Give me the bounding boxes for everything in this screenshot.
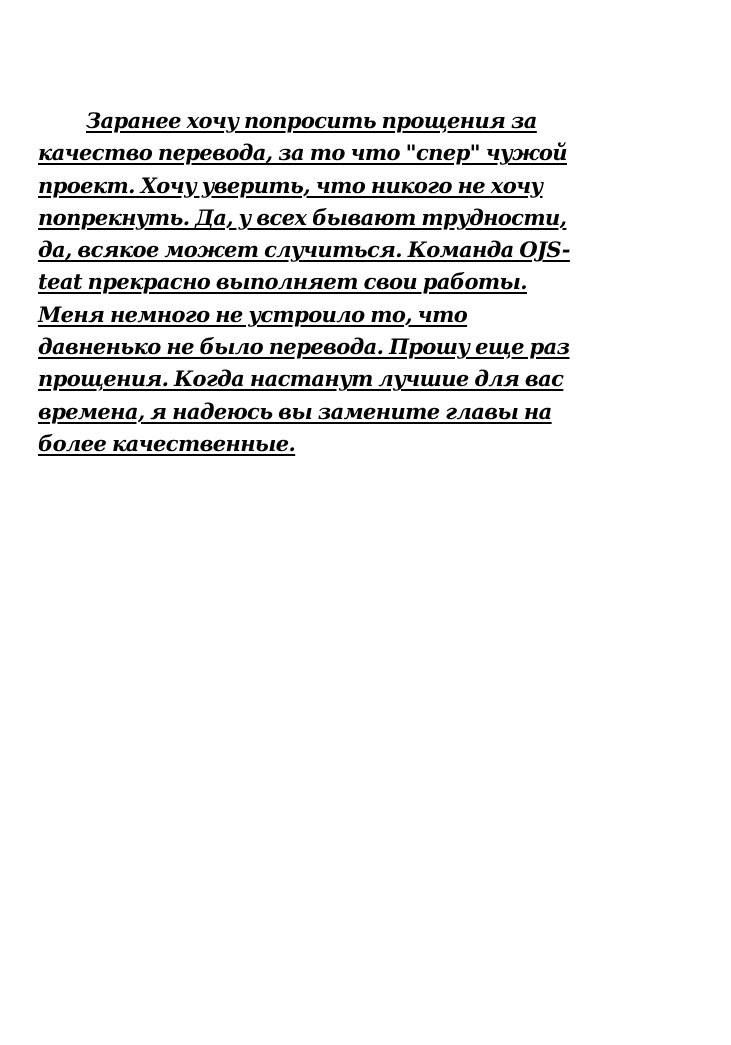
- paragraph-line: попрекнуть. Да, у всех бывают трудности,: [38, 204, 567, 230]
- paragraph-line: качество перевода, за то что "спер" чужой: [38, 140, 567, 166]
- paragraph-line: проект. Хочу уверить, что никого не хочу: [38, 172, 543, 198]
- paragraph-line: teat прекрасно выполняет свои работы.: [38, 269, 527, 295]
- paragraph-line: да, всякое может случиться. Команда OJS-: [38, 237, 570, 263]
- paragraph-line: давненько не было перевода. Прошу еще раз: [38, 334, 570, 360]
- paragraph-line: времена, я надеюсь вы замените главы на: [38, 398, 552, 424]
- paragraph-line: Меня немного не устроило то, что: [38, 301, 468, 327]
- paragraph-line: Заранее хочу попросить прощения за: [86, 108, 537, 133]
- apology-paragraph: [38, 105, 638, 460]
- paragraph-line: прощения. Когда настанут лучшие для вас: [38, 366, 564, 392]
- paragraph-line: более качественные.: [38, 430, 296, 456]
